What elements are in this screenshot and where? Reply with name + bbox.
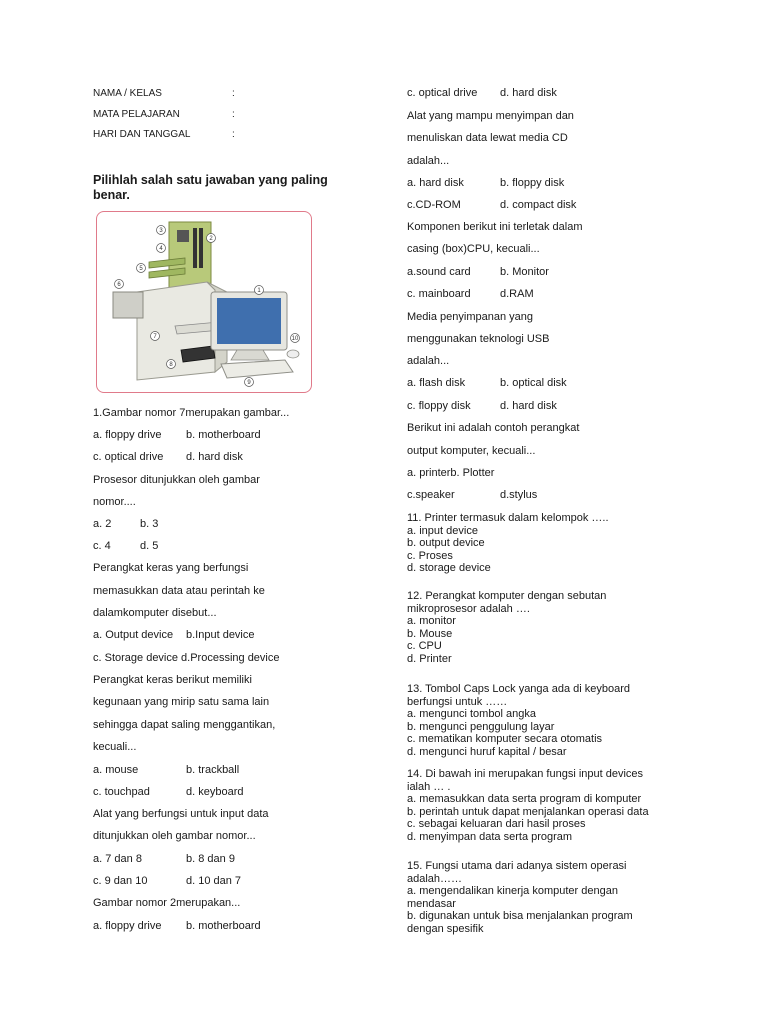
figure-number-5: 5 [139,266,143,272]
question-text: kegunaan yang mirip satu sama lain [93,696,270,708]
question-text: 1.Gambar nomor 7merupakan gambar... [93,407,290,419]
answer-option: a. 7 dan 8 [93,853,142,865]
answer-option: d. hard disk [500,400,557,412]
question-text: ditunjukkan oleh gambar nomor... [93,830,256,842]
answer-option: b. 3 [140,518,159,530]
answer-option: c. Proses [407,549,453,562]
answer-option: d. storage device [407,562,491,574]
question-text: adalah... [407,355,450,367]
figure-number-4: 4 [159,246,163,252]
question-line: 13. Tombol Caps Lock yanga ada di keyboard [407,683,630,695]
question-line: ialah … . [407,780,451,793]
question-text: dalamkomputer disebut... [93,607,217,619]
answer-option: d. Printer [407,652,452,665]
figure-number-6: 6 [117,282,121,288]
question-text: Alat yang berfungsi untuk input data [93,808,269,820]
instruction-title: Pilihlah salah satu jawaban yang paling benar. [93,173,328,202]
answer-option: b. 8 dan 9 [186,853,235,865]
answer-option: a. floppy drive [93,429,162,441]
question-text: Komponen berikut ini terletak dalam [407,221,583,233]
answer-option: mendasar [407,897,456,910]
question-text: menuliskan data lewat media CD [407,132,568,144]
question-text: memasukkan data atau perintah ke [93,585,265,597]
question-text: Prosesor ditunjukkan oleh gambar [93,474,260,486]
answer-option: c. mainboard [407,288,471,300]
name-class-colon: : [232,88,235,99]
answer-option: c. floppy disk [407,400,471,412]
figure-number-8: 8 [169,362,173,368]
answer-option: b. mengunci penggulung layar [407,720,555,733]
subject-colon: : [232,109,235,120]
question-text: nomor.... [93,496,136,508]
figure-number-7: 7 [153,334,157,340]
answer-option: b. output device [407,537,485,549]
answer-option: a.sound card [407,266,471,278]
answer-option: b. motherboard [186,920,261,932]
answer-option: c. 9 dan 10 [93,875,148,887]
answer-option: b. digunakan untuk bisa menjalankan program [407,910,633,922]
answer-option: d. compact disk [500,199,577,211]
answer-option: b. perintah untuk dapat menjalankan operasi data [407,805,649,818]
keyboard-shape [221,360,293,378]
question-block-11 [407,512,609,575]
question-block-15 [407,860,633,935]
answer-option: d. menyimpan data serta program [407,830,573,843]
answer-option: a. mengendalikan kinerja komputer dengan [407,885,618,897]
ram-slot-shape [193,228,197,268]
question-line: 11. Printer termasuk dalam kelompok ….. [407,512,609,524]
question-line: adalah…… [407,872,463,885]
date-colon: : [232,129,235,140]
answer-option: b. Monitor [500,266,549,278]
question-line: mikroprosesor adalah …. [407,602,530,615]
answer-option: c. optical drive [407,87,478,99]
answer-option: d. hard disk [500,87,557,99]
ram-slot-shape-2 [199,228,203,268]
question-text: kecuali... [93,741,137,753]
answer-option: b.Input device [186,629,255,641]
question-text: Alat yang mampu menyimpan dan [407,110,574,122]
answer-option: a. input device [407,524,478,537]
answer-option: c. touchpad [93,786,150,798]
power-supply-shape [113,292,143,318]
question-block-14 [407,768,649,843]
question-block-12 [407,590,606,665]
monitor-stand-shape [231,350,269,360]
answer-option: b. Mouse [407,627,453,640]
answer-option: a. mengunci tombol angka [407,708,537,720]
question-text: adalah... [407,155,450,167]
answer-option: a. memasukkan data serta program di komputer [407,793,642,805]
answer-option: d. 5 [140,540,159,552]
answer-option: b. motherboard [186,429,261,441]
subject-label: MATA PELAJARAN [93,109,180,120]
answer-option: c.CD-ROM [407,199,461,211]
answer-option: a. 2 [93,518,112,530]
date-label: HARI DAN TANGGAL [93,129,191,140]
question-text: menggunakan teknologi USB [407,333,550,345]
mouse-shape [287,350,299,358]
answer-option: b. optical disk [500,377,567,389]
answer-option: d.stylus [500,489,538,501]
computer-parts-illustration [96,211,312,393]
question-text: Gambar nomor 2merupakan... [93,897,241,909]
question-text: Media penyimpanan yang [407,311,533,323]
answer-option: a. Output device [93,629,174,641]
answer-option: b. floppy disk [500,177,565,189]
processor-shape [177,230,189,242]
question-block-13 [407,683,630,758]
question-line: berfungsi untuk …… [407,695,508,708]
answer-option: c. Storage device d.Processing device [93,652,280,664]
answer-option: d. mengunci huruf kapital / besar [407,745,567,758]
answer-option: c.speaker [407,489,455,501]
question-line: 12. Perangkat komputer dengan sebutan [407,590,607,602]
answer-option: a. printerb. Plotter [407,467,495,479]
figure-number-3: 3 [159,228,163,234]
answer-option: a. monitor [407,615,456,627]
figure-number-1: 1 [257,288,261,294]
answer-option: d.RAM [500,288,534,300]
figure-number-2: 2 [209,236,213,242]
question-text: sehingga dapat saling menggantikan, [93,719,276,731]
answer-option: c. 4 [93,540,111,552]
answer-option: dengan spesifik [407,922,484,935]
figure-number-9: 9 [247,380,251,386]
question-text: Perangkat keras yang berfungsi [93,562,249,574]
answer-option: b. trackball [186,764,240,776]
answer-option: a. mouse [93,764,139,776]
answer-option: a. flash disk [407,377,466,389]
answer-option: d. keyboard [186,786,244,798]
question-line: 15. Fungsi utama dari adanya sistem operasi [407,860,627,872]
name-class-label: NAMA / KELAS [93,88,162,99]
answer-option: d. 10 dan 7 [186,875,242,887]
question-text: Berikut ini adalah contoh perangkat [407,422,580,434]
answer-option: c. mematikan komputer secara otomatis [407,733,603,745]
answer-option: c. sebagai keluaran dari hasil proses [407,818,586,830]
answer-option: c. CPU [407,640,442,652]
answer-option: a. hard disk [407,177,464,189]
monitor-screen-shape [217,298,281,344]
question-text: Perangkat keras berikut memiliki [93,674,252,686]
question-line: 14. Di bawah ini merupakan fungsi input devices [407,768,644,780]
answer-option: c. optical drive [93,451,164,463]
question-text: output komputer, kecuali... [407,445,536,457]
computer-parts-drawing [97,212,312,393]
answer-option: a. floppy drive [93,920,162,932]
question-text: casing (box)CPU, kecuali... [407,243,540,255]
figure-number-10: 10 [291,336,299,342]
answer-option: d. hard disk [186,451,243,463]
